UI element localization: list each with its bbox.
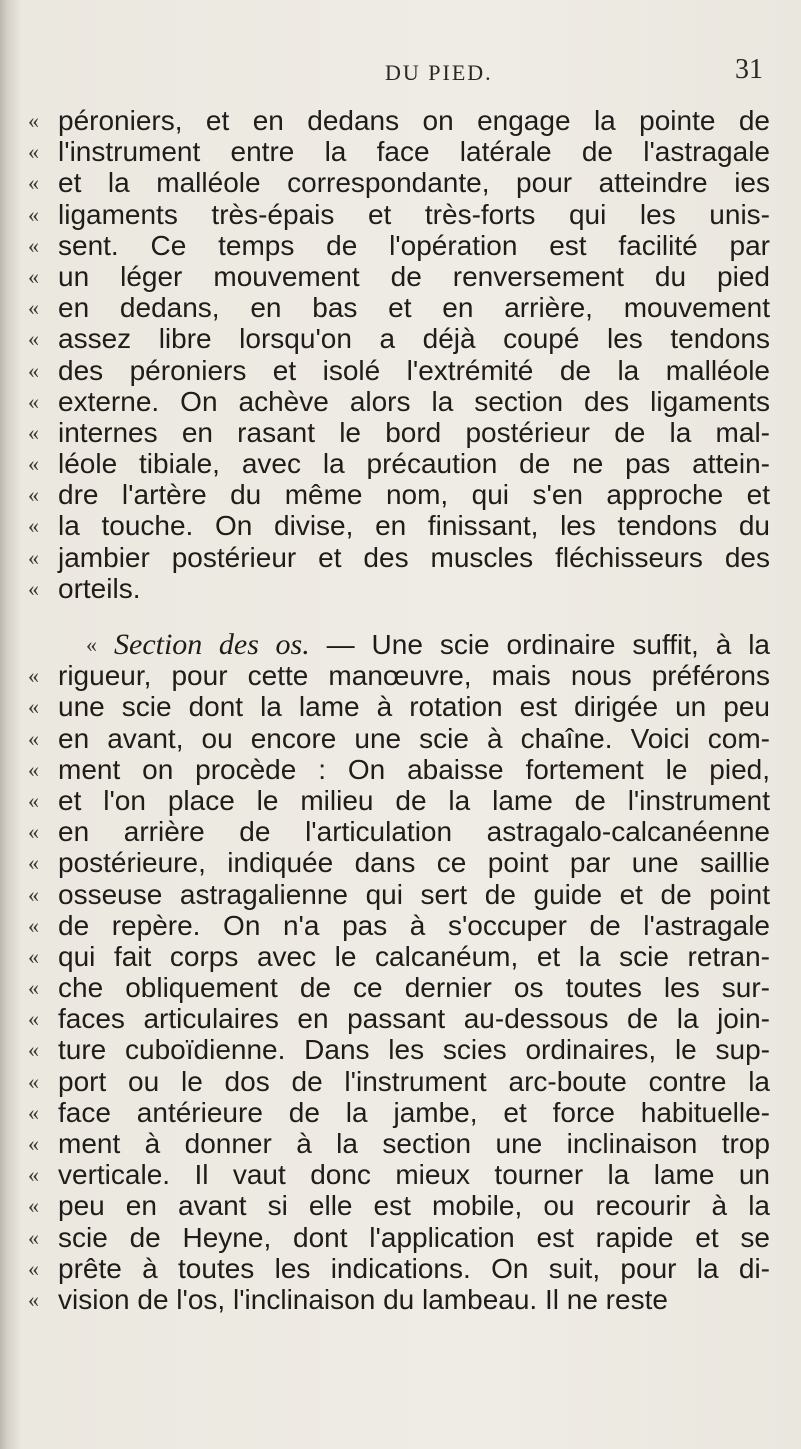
text-line — [28, 1097, 773, 1128]
text-line — [28, 573, 773, 604]
quote-mark: « — [28, 694, 39, 720]
line-text: externe. On achève alors la section des ligaments — [58, 385, 770, 417]
text-line — [28, 1284, 773, 1315]
line-text: peu en avant si elle est mobile, ou recourir à la — [58, 1190, 770, 1222]
text-line — [28, 723, 773, 754]
line-text: sent. Ce temps de l'opération est facilité par — [58, 229, 770, 261]
text-line — [28, 105, 773, 136]
text-line — [28, 510, 773, 541]
quote-mark: « — [28, 544, 39, 570]
quote-mark: « — [86, 632, 97, 657]
line-text: ment on procède : On abaisse fortement le pied, — [58, 753, 770, 785]
line-text: rigueur, pour cette manœuvre, mais nous préférons — [58, 660, 770, 692]
text-line — [28, 167, 773, 198]
text-line — [28, 542, 773, 573]
quote-mark: « — [28, 1193, 39, 1219]
text-line — [28, 816, 773, 847]
quote-mark: « — [28, 912, 39, 938]
text-line — [28, 386, 773, 417]
quote-mark: « — [28, 881, 39, 907]
body-text — [28, 105, 773, 1315]
text-line — [28, 691, 773, 722]
quote-mark: « — [28, 388, 39, 414]
line-text: postérieure, indiquée dans ce point par une saillie — [58, 847, 770, 879]
quote-mark: « — [28, 1006, 39, 1032]
quote-mark: « — [28, 1099, 39, 1125]
quote-mark: « — [28, 850, 39, 876]
line-text: osseuse astragalienne qui sert de guide et de point — [58, 878, 770, 910]
quote-mark: « — [28, 663, 39, 689]
text-line — [28, 1034, 773, 1065]
line-text: en avant, ou encore une scie à chaîne. Voici com- — [58, 722, 770, 754]
text-line — [28, 1253, 773, 1284]
quote-mark: « — [28, 756, 39, 782]
quote-mark: « — [28, 357, 39, 383]
line-text: assez libre lorsqu'on a déjà coupé les tendons — [58, 323, 770, 355]
text-line — [28, 355, 773, 386]
line-text: verticale. Il vaut donc mieux tourner la lame un — [58, 1159, 770, 1191]
line-text: jambier postérieur et des muscles fléchisseurs des — [58, 541, 770, 573]
text-line — [28, 292, 773, 323]
line-text: che obliquement de ce dernier os toutes les sur- — [58, 972, 770, 1004]
quote-mark: « — [28, 170, 39, 196]
quote-mark: « — [28, 108, 39, 133]
quote-mark: « — [28, 975, 39, 1001]
quote-mark: « — [28, 575, 39, 601]
text-line — [28, 479, 773, 510]
quote-mark: « — [28, 1162, 39, 1188]
text-line — [28, 1128, 773, 1159]
quote-mark: « — [28, 482, 39, 508]
quote-mark: « — [28, 1131, 39, 1156]
line-text: ligaments très-épais et très-forts qui les unis- — [58, 198, 770, 230]
line-text: — Une scie ordinaire suffit, à la — [309, 629, 770, 660]
quote-mark: « — [28, 943, 39, 969]
quote-mark: « — [28, 819, 39, 845]
text-line — [28, 417, 773, 448]
quote-mark: « — [28, 513, 39, 539]
text-line — [28, 261, 773, 292]
line-text: et l'on place le milieu de la lame de l'instrument — [58, 784, 770, 816]
line-text: péroniers, et en dedans on engage la pointe de — [58, 105, 770, 136]
text-line — [28, 847, 773, 878]
paragraph-1 — [28, 105, 773, 604]
paragraph-2-first-line — [28, 629, 773, 660]
quote-mark: « — [28, 451, 39, 477]
quote-mark: « — [28, 1068, 39, 1094]
text-line — [28, 972, 773, 1003]
line-text: en dedans, en bas et en arrière, mouvement — [58, 292, 770, 324]
line-text: vision de l'os, l'inclinaison du lambeau. Il ne reste — [58, 1283, 668, 1315]
quote-mark: « — [28, 419, 39, 445]
line-text: léole tibiale, avec la précaution de ne pas attein- — [58, 448, 770, 480]
text-line — [28, 941, 773, 972]
text-line — [28, 1159, 773, 1190]
line-text: ment à donner à la section une inclinaison trop — [58, 1128, 770, 1159]
text-line — [28, 1066, 773, 1097]
line-text: en arrière de l'articulation astragalo-calcanéenne — [58, 816, 770, 848]
text-line — [28, 754, 773, 785]
section-heading: Section des os. — [114, 628, 310, 661]
line-text: face antérieure de la jambe, et force habituelle- — [58, 1096, 770, 1128]
line-text: des péroniers et isolé l'extrémité de la malléole — [58, 354, 770, 386]
quote-mark: « — [28, 725, 39, 751]
paragraph-2 — [28, 660, 773, 1315]
quote-mark: « — [28, 201, 39, 227]
quote-mark: « — [28, 139, 39, 165]
quote-mark: « — [28, 1286, 39, 1312]
line-text: une scie dont la lame à rotation est dirigée un peu — [58, 691, 770, 723]
text-line — [28, 323, 773, 354]
quote-mark: « — [28, 263, 39, 289]
line-text: internes en rasant le bord postérieur de la mal- — [58, 416, 770, 448]
quote-mark: « — [28, 295, 39, 321]
line-text: dre l'artère du même nom, qui s'en approche et — [58, 479, 770, 511]
line-text: scie de Heyne, dont l'application est rapide et se — [58, 1221, 770, 1253]
quote-mark: « — [28, 1224, 39, 1250]
running-head: DU PIED. — [385, 60, 493, 85]
page-number: 31 — [735, 54, 763, 85]
quote-mark: « — [28, 787, 39, 813]
line-text: et la malléole correspondante, pour atteindre ies — [58, 167, 770, 199]
text-line — [28, 199, 773, 230]
text-line — [28, 136, 773, 167]
line-text: la touche. On divise, en finissant, les tendons du — [58, 510, 770, 542]
quote-mark: « — [28, 1255, 39, 1281]
text-line — [28, 230, 773, 261]
text-line — [28, 1190, 773, 1221]
quote-mark: « — [28, 326, 39, 352]
line-text: prête à toutes les indications. On suit, pour la di- — [58, 1252, 770, 1284]
quote-mark: « — [28, 1037, 39, 1063]
text-line — [28, 879, 773, 910]
page-header — [0, 52, 801, 92]
text-line — [28, 448, 773, 479]
line-text: orteils. — [58, 572, 141, 604]
text-line — [28, 1003, 773, 1034]
line-text: un léger mouvement de renversement du pied — [58, 260, 770, 292]
text-line — [28, 785, 773, 816]
line-text: qui fait corps avec le calcanéum, et la scie retran- — [58, 940, 770, 972]
line-text: port ou le dos de l'instrument arc-boute contre la — [58, 1065, 770, 1097]
text-line — [28, 910, 773, 941]
line-text: ture cuboïdienne. Dans les scies ordinaires, le sup- — [58, 1034, 770, 1066]
text-line — [28, 660, 773, 691]
text-line — [28, 1222, 773, 1253]
quote-mark: « — [28, 232, 39, 258]
line-text: de repère. On n'a pas à s'occuper de l'astragale — [58, 909, 770, 941]
line-text: faces articulaires en passant au-dessous de la join- — [58, 1003, 770, 1035]
line-text: l'instrument entre la face latérale de l'astragale — [58, 136, 770, 168]
